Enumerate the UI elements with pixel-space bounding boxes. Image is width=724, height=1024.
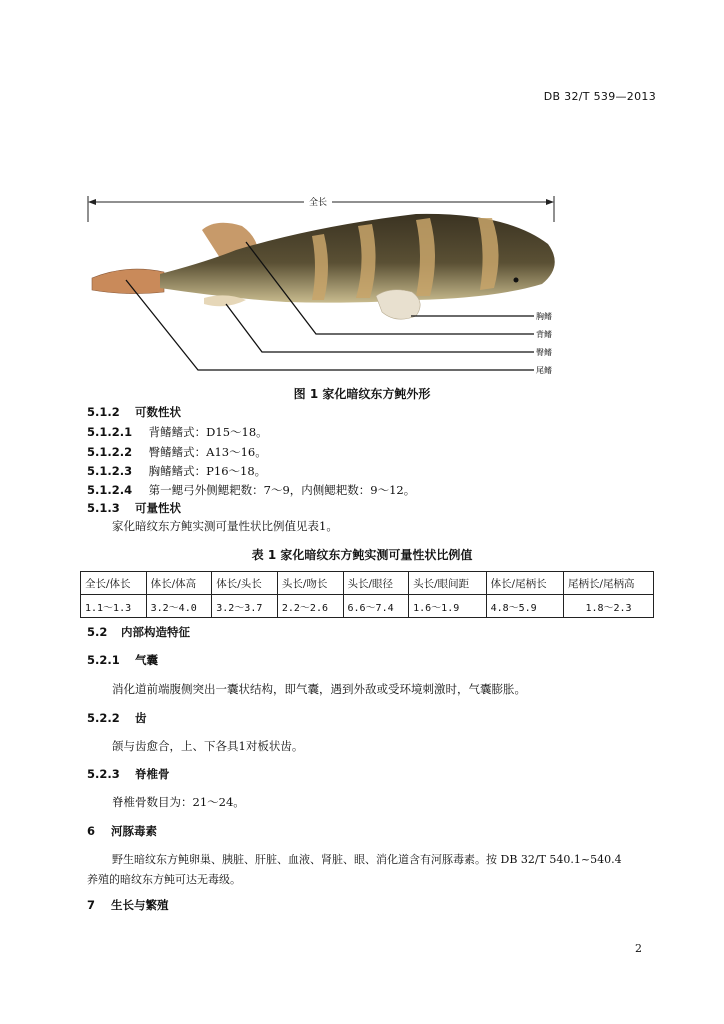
section-title: 可数性状 <box>135 405 182 419</box>
caudal-fin <box>92 269 164 294</box>
section-5-1-3 <box>87 500 181 516</box>
table-cell: 1.8～2.3 <box>564 595 654 618</box>
section-5-2-1 <box>87 652 158 668</box>
section-number: 5.1.3 <box>87 501 120 515</box>
page-number: 2 <box>635 942 642 955</box>
section-number: 5.2 <box>87 625 108 639</box>
table-header-cell: 头长/吻长 <box>277 572 343 595</box>
figure-label: 臀鳍 <box>536 348 552 357</box>
section-text: 背鳍鳍式：D15～18。 <box>148 425 268 439</box>
section-5-2-1-text: 消化道前端腹侧突出一囊状结构，即气囊，遇到外敌或受环境刺激时，气囊膨胀。 <box>112 682 526 696</box>
figure-label: 尾鳍 <box>536 366 552 375</box>
section-6 <box>87 823 157 839</box>
section-5-1-3-text: 家化暗纹东方鲀实测可量性状比例值见表1。 <box>112 519 338 533</box>
section-number: 5.1.2.4 <box>87 483 133 497</box>
section-title: 脊椎骨 <box>135 767 170 781</box>
section-title: 河豚毒素 <box>111 824 158 838</box>
section-number: 5.2.2 <box>87 711 120 725</box>
table-header-cell: 体长/体高 <box>146 572 212 595</box>
table-header-cell: 体长/尾柄长 <box>486 572 563 595</box>
section-5-1-2-3 <box>87 463 266 479</box>
section-number: 6 <box>87 824 96 838</box>
figure-label: 背鳍 <box>536 330 552 339</box>
standard-code: DB 32/T 539—2013 <box>543 90 656 103</box>
table-cell: 3.2～3.7 <box>212 595 278 618</box>
section-title: 气囊 <box>135 653 159 667</box>
pectoral-fin <box>376 290 420 319</box>
section-title: 内部构造特征 <box>121 625 191 639</box>
table-cell: 2.2～2.6 <box>277 595 343 618</box>
section-5-1-2-4 <box>87 482 415 498</box>
figure-label: 胸鳍 <box>536 312 552 321</box>
section-number: 5.2.1 <box>87 653 120 667</box>
section-text: 胸鳍鳍式：P16～18。 <box>148 464 267 478</box>
section-7 <box>87 897 169 913</box>
table-caption: 表 1 家化暗纹东方鲀实测可量性状比例值 <box>251 548 473 562</box>
section-5-1-2-2 <box>87 444 267 460</box>
ratio-table <box>80 571 654 618</box>
figure-caption: 图 1 家化暗纹东方鲀外形 <box>293 387 431 401</box>
table-header-row <box>81 572 654 595</box>
section-number: 5.2.3 <box>87 767 120 781</box>
table-row <box>81 595 654 618</box>
section-title: 可量性状 <box>135 501 182 515</box>
section-number: 5.1.2.1 <box>87 425 133 439</box>
table-header-cell: 尾柄长/尾柄高 <box>564 572 654 595</box>
section-5-2-2-text: 颌与齿愈合，上、下各具1对板状齿。 <box>112 739 304 753</box>
section-5-2 <box>87 624 190 640</box>
section-5-1-2 <box>87 404 181 420</box>
section-5-2-3-text: 脊椎骨数目为：21～24。 <box>112 795 245 809</box>
section-5-2-3 <box>87 766 170 782</box>
section-title: 齿 <box>135 711 147 725</box>
section-6-text-line-1: 野生暗纹东方鲀卵巢、胰脏、肝脏、血液、肾脏、眼、消化道含有河豚毒素。按 DB 32/T 540.1~540.4 <box>112 853 622 866</box>
section-5-2-2 <box>87 710 147 726</box>
section-title: 生长与繁殖 <box>111 898 169 912</box>
total-length-label: 全长 <box>308 198 328 208</box>
section-number: 5.1.2 <box>87 405 120 419</box>
table-cell: 3.2～4.0 <box>146 595 212 618</box>
table-cell: 4.8～5.9 <box>486 595 563 618</box>
table-header-cell: 全长/体长 <box>81 572 147 595</box>
table-cell: 6.6～7.4 <box>343 595 409 618</box>
table-cell: 1.1～1.3 <box>81 595 147 618</box>
fish-figure <box>86 192 646 382</box>
section-6-text-line-2: 养殖的暗纹东方鲀可达无毒级。 <box>87 873 241 886</box>
section-number: 5.1.2.3 <box>87 464 133 478</box>
table-header-cell: 体长/头长 <box>212 572 278 595</box>
table-header-cell: 头长/眼间距 <box>409 572 486 595</box>
section-number: 7 <box>87 898 96 912</box>
table-cell: 1.6～1.9 <box>409 595 486 618</box>
section-text: 第一鳃弓外侧鳃耙数：7～9，内侧鳃耙数：9～12。 <box>148 483 416 497</box>
section-text: 臀鳍鳍式：A13～16。 <box>148 445 267 459</box>
section-number: 5.1.2.2 <box>87 445 133 459</box>
section-5-1-2-1 <box>87 424 268 440</box>
table-header-cell: 头长/眼径 <box>343 572 409 595</box>
